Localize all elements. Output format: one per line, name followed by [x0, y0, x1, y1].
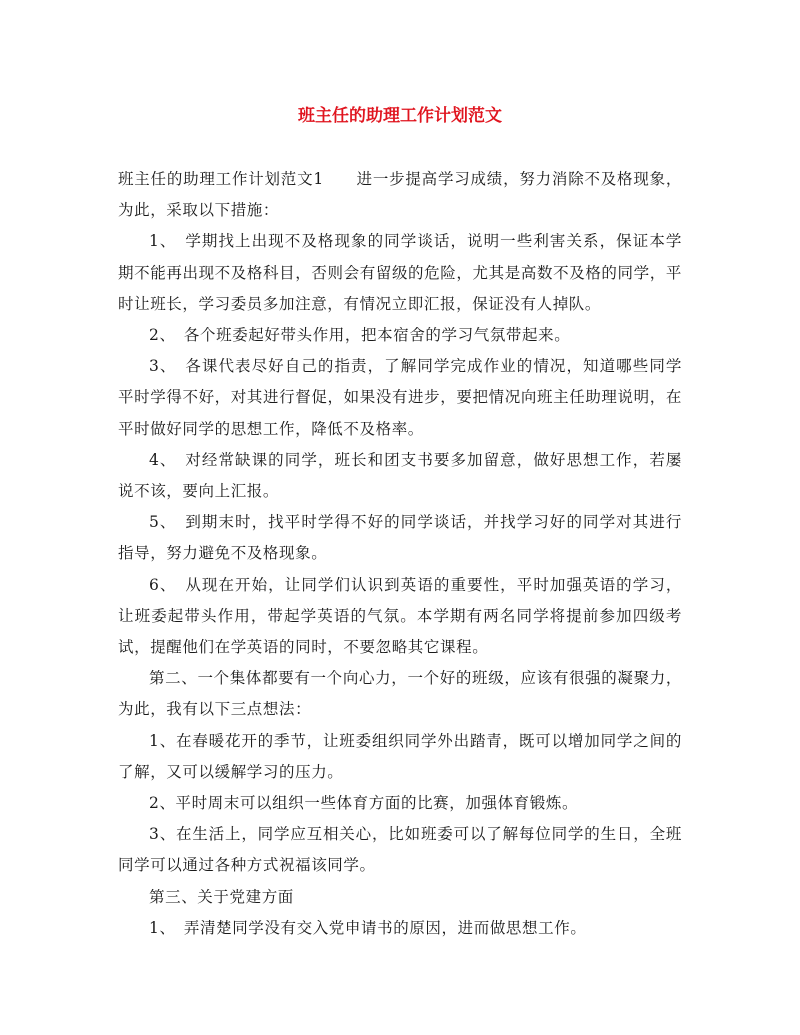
document-title: 班主任的助理工作计划范文 — [298, 106, 502, 126]
paragraph-idea-2: 2、平时周末可以组织一些体育方面的比赛，加强体育锻炼。 — [149, 794, 579, 813]
paragraph-measure-5: 5、 到期末时，找平时学得不好的同学谈话，并找学习好的同学对其进行指导，努力避免不及格现象。 — [118, 513, 682, 563]
paragraph-section-3: 第三、关于党建方面 — [149, 887, 294, 906]
paragraph-party-1: 1、 弄清楚同学没有交入党申请书的原因，进而做思想工作。 — [149, 918, 587, 937]
paragraph-measure-2: 2、 各个班委起好带头作用，把本宿舍的学习气氛带起来。 — [149, 326, 571, 345]
paragraph-measure-4: 4、 对经常缺课的同学，班长和团支书要多加留意，做好思想工作，若屡说不该，要向上汇报。 — [118, 450, 682, 501]
document-body — [118, 164, 682, 944]
paragraph-section-2: 第二、一个集体都要有一个向心力，一个好的班级，应该有很强的凝聚力，为此，我有以下三点想法： — [118, 669, 682, 719]
paragraph-measure-1: 1、 学期找上出现不及格现象的同学谈话，说明一些利害关系，保证本学期不能再出现不及格科目，否则会有留级的危险，尤其是高数不及格的同学，平时让班长，学习委员多加注意，有情况立即汇报，保证没有人掉队。 — [118, 232, 682, 313]
paragraph-intro: 班主任的助理工作计划范文1 进一步提高学习成绩，努力消除不及格现象，为此，采取以下措施： — [118, 170, 682, 220]
paragraph-idea-3: 3、在生活上，同学应互相关心，比如班委可以了解每位同学的生日，全班同学可以通过各种方式祝福该同学。 — [118, 825, 682, 875]
paragraph-measure-6: 6、 从现在开始，让同学们认识到英语的重要性，平时加强英语的学习，让班委起带头作用，带起学英语的气氛。本学期有两名同学将提前参加四级考试，提醒他们在学英语的同时，不要忽略其它课程。 — [118, 575, 682, 657]
paragraph-measure-3: 3、 各课代表尽好自己的指责，了解同学完成作业的情况，知道哪些同学平时学得不好，对其进行督促，如果没有进步，要把情况向班主任助理说明，在平时做好同学的思想工作，降低不及格率。 — [118, 357, 682, 438]
paragraph-idea-1: 1、在春暖花开的季节，让班委组织同学外出踏青，既可以增加同学之间的了解，又可以缓解学习的压力。 — [118, 731, 682, 781]
